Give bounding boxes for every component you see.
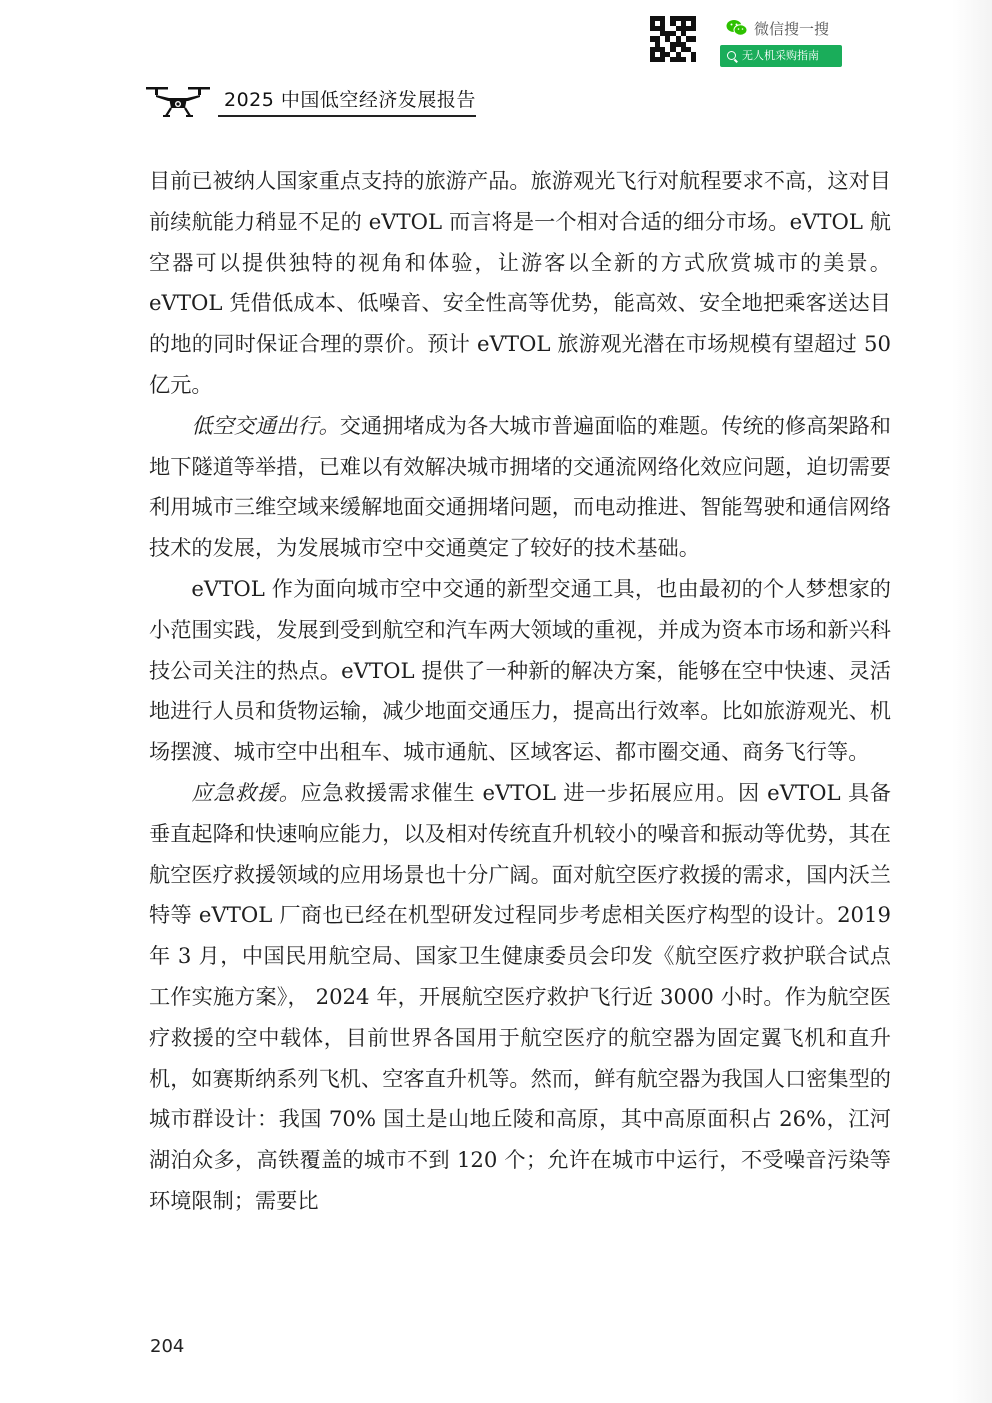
page-number: 204 bbox=[150, 1336, 185, 1357]
body-text bbox=[149, 161, 891, 1222]
paragraph-keyword: 低空交通出行。 bbox=[191, 412, 340, 438]
paragraph-3 bbox=[149, 569, 891, 773]
wechat-search-title: 微信搜一搜 bbox=[754, 20, 830, 38]
paragraph-text: eVTOL 作为面向城市空中交通的新型交通工具，也由最初的个人梦想家的小范围实践，发展到受到航空和汽车两大领域的重视，并成为资本市场和新兴科技公司关注的热点。eVTOL 提供了一种新的解决方案，能够在空中快速、灵活地进行人员和货物运输，减少地面交通压力，提高出行效率。比如旅游观光、机场摆渡、城市空中出租车、城市通航、区域客运、都市圈交通、商务飞行等。 bbox=[149, 575, 891, 765]
running-header-title: 2025 中国低空经济发展报告 bbox=[224, 89, 476, 111]
wechat-search-badge[interactable] bbox=[650, 16, 850, 68]
paragraph-keyword: 应急救援。 bbox=[191, 779, 301, 805]
drone-icon bbox=[145, 82, 211, 118]
paragraph-2 bbox=[149, 406, 891, 569]
paragraph-4 bbox=[149, 773, 891, 1222]
magnifier-icon bbox=[727, 51, 736, 60]
header-rule bbox=[218, 115, 476, 117]
paragraph-1 bbox=[149, 161, 891, 406]
page-edge-shadow bbox=[952, 0, 992, 1403]
wechat-search-text: 无人机采购指南 bbox=[742, 49, 819, 62]
paragraph-text: 目前已被纳人国家重点支持的旅游产品。旅游观光飞行对航程要求不高，这对目前续航能力稍显不足的 eVTOL 而言将是一个相对合适的细分市场。eVTOL 航空器可以提供独特的视角和体验，让游客以全新的方式欣赏城市的美景。eVTOL 凭借低成本、低噪音、安全性高等优势，能高效、安全地把乘客送达目的地的同时保证合理的票价。预计 eVTOL 旅游观光潜在市场规模有望超过 50 亿元。 bbox=[149, 168, 891, 397]
qr-code-icon[interactable] bbox=[650, 16, 696, 62]
paragraph-text: 应急救援需求催生 eVTOL 进一步拓展应用。因 eVTOL 具备垂直起降和快速响应能力，以及相对传统直升机较小的噪音和振动等优势，其在航空医疗救援领域的应用场景也十分广阔。面对航空医疗救援的需求，国内沃兰特等 eVTOL 厂商也已经在机型研发过程同步考虑相关医疗构型的设计。2019 年 3 月，中国民用航空局、国家卫生健康委员会印发《航空医疗救护联合试点工作实施方案》， 2024 年，开展航空医疗救护飞行近 3000 小时。作为航空医疗救援的空中载体，目前世界各国用于航空医疗的航空器为固定翼飞机和直升机，如赛斯纳系列飞机、空客直升机等。然而，鲜有航空器为我国人口密集型的城市群设计：我国 70% 国土是山地丘陵和高原，其中高原面积占 26%，江河湖泊众多，高铁覆盖的城市不到 120 个；允许在城市中运行，不受噪音污染等环境限制；需要比 bbox=[149, 779, 891, 1213]
wechat-search-button[interactable] bbox=[720, 45, 842, 67]
wechat-icon bbox=[726, 19, 748, 37]
paragraph-text: 交通拥堵成为各大城市普遍面临的难题。传统的修高架路和地下隧道等举措，已难以有效解决城市拥堵的交通流网络化效应问题，迫切需要利用城市三维空域来缓解地面交通拥堵问题，而电动推进、智能驾驶和通信网络技术的发展，为发展城市空中交通奠定了较好的技术基础。 bbox=[149, 412, 891, 561]
